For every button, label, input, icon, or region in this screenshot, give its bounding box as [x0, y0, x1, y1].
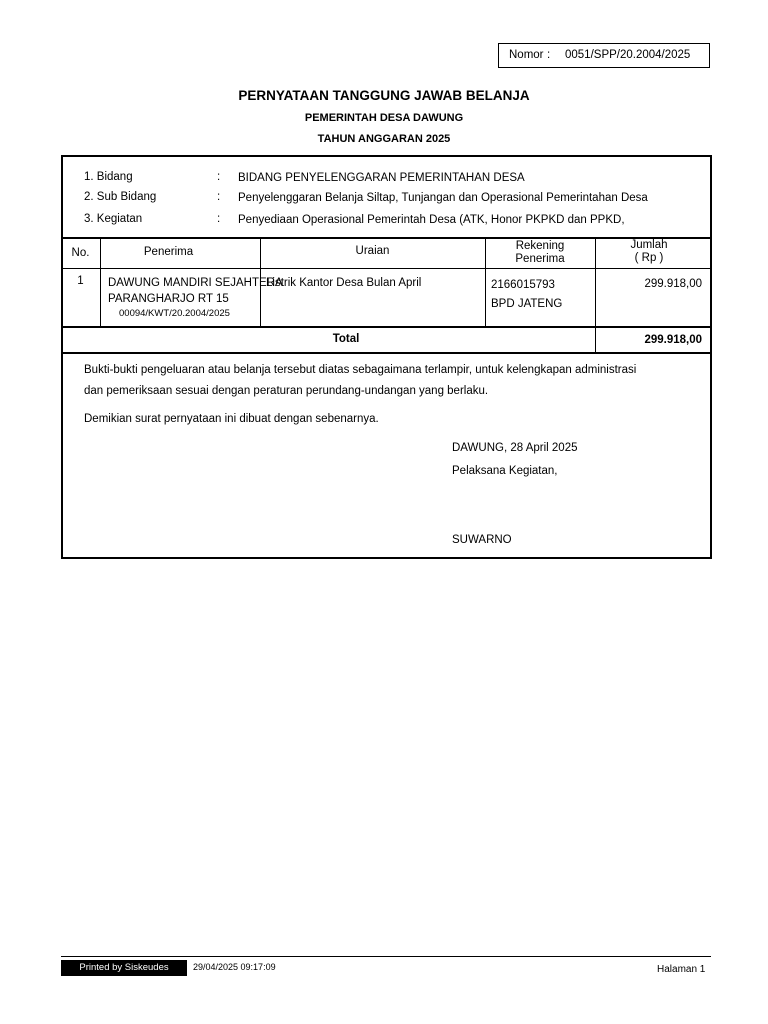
- row-no: 1: [77, 275, 84, 287]
- page-number: Halaman 1: [657, 964, 706, 975]
- total-value: 299.918,00: [644, 334, 702, 346]
- info-label-sub-bidang: 2. Sub Bidang: [84, 191, 157, 203]
- row-uraian: Listrik Kantor Desa Bulan April: [266, 277, 422, 289]
- info-value-bidang: BIDANG PENYELENGGARAN PEMERINTAHAN DESA: [238, 172, 525, 184]
- header-jumlah: [595, 239, 711, 265]
- info-colon: :: [217, 213, 221, 225]
- header-rekening-line2: Penerima: [515, 253, 565, 265]
- document-title: PERNYATAAN TANGGUNG JAWAB BELANJA: [238, 88, 530, 103]
- signature-role: Pelaksana Kegiatan,: [452, 465, 558, 477]
- document-number-label: Nomor: [509, 49, 544, 61]
- document-number-separator: :: [547, 49, 551, 61]
- document-number-value: 0051/SPP/20.2004/2025: [565, 49, 691, 61]
- header-no: No.: [71, 247, 90, 259]
- header-jumlah-line1: Jumlah: [630, 239, 668, 251]
- document-number-box: [498, 43, 710, 68]
- info-label-bidang: 1. Bidang: [84, 171, 133, 183]
- header-rekening-line1: Rekening: [515, 240, 565, 252]
- printed-timestamp: 29/04/2025 09:17:09: [193, 962, 276, 972]
- row-bank: BPD JATENG: [491, 298, 563, 310]
- total-label: Total: [332, 333, 360, 345]
- header-penerima: Penerima: [143, 246, 194, 258]
- budget-year: TAHUN ANGGARAN 2025: [317, 133, 451, 145]
- statement-line-3: Demikian surat pernyataan ini dibuat dengan sebenarnya.: [84, 413, 379, 425]
- table-total-bottom-border: [61, 352, 712, 354]
- info-value-kegiatan: Penyediaan Operasional Pemerintah Desa (ATK, Honor PKPKD dan PPKD,: [238, 214, 625, 226]
- row-jumlah: 299.918,00: [644, 278, 702, 290]
- footer-divider: [61, 956, 711, 957]
- table-body-bottom-border: [61, 326, 712, 328]
- row-rekening-number: 2166015793: [491, 279, 555, 291]
- statement-line-2: dan pemeriksaan sesuai dengan peraturan perundang-undangan yang berlaku.: [84, 385, 489, 397]
- row-kwitansi-number: 00094/KWT/20.2004/2025: [119, 308, 230, 319]
- header-uraian: Uraian: [355, 245, 390, 257]
- row-penerima-address: PARANGHARJO RT 15: [108, 293, 229, 305]
- info-colon: :: [217, 191, 221, 203]
- printed-by-badge: Printed by Siskeudes: [61, 960, 187, 976]
- header-rekening: [485, 240, 595, 266]
- info-label-kegiatan: 3. Kegiatan: [84, 213, 143, 225]
- row-penerima-name: DAWUNG MANDIRI SEJAHTERA: [108, 277, 283, 289]
- statement-line-1: Bukti-bukti pengeluaran atau belanja tersebut diatas sebagaimana terlampir, untuk kelengkapan administrasi: [84, 364, 637, 376]
- signature-place-date: DAWUNG, 28 April 2025: [452, 442, 578, 454]
- document-subtitle: PEMERINTAH DESA DAWUNG: [304, 112, 464, 124]
- info-colon: :: [217, 171, 221, 183]
- signature-name: SUWARNO: [452, 534, 512, 546]
- table-header-divider: [61, 268, 712, 269]
- info-value-sub-bidang: Penyelenggaran Belanja Siltap, Tunjangan dan Operasional Pemerintahan Desa: [238, 192, 648, 204]
- header-jumlah-line2: ( Rp ): [634, 252, 664, 264]
